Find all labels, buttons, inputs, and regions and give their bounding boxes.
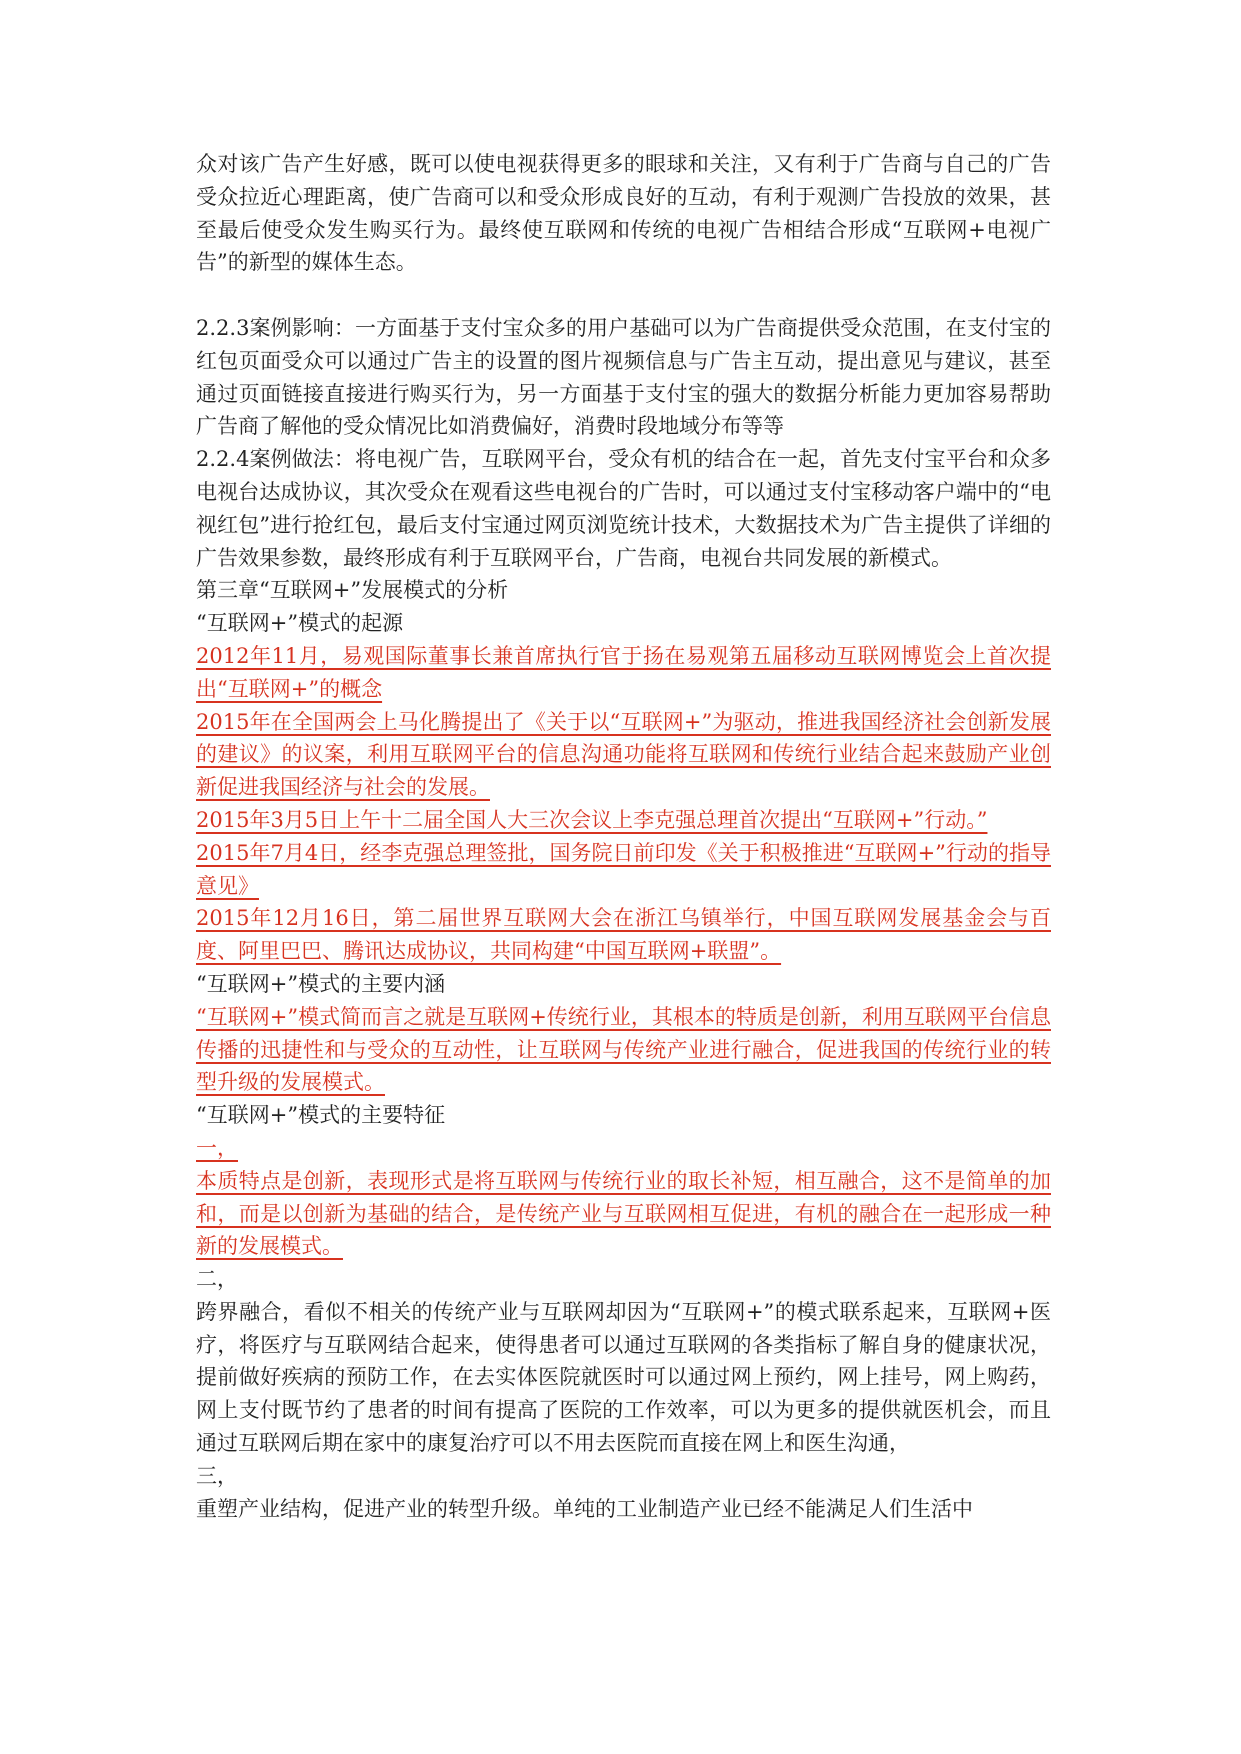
paragraph-spacer bbox=[196, 279, 1051, 312]
document-body bbox=[196, 148, 1051, 1525]
feature-number-two: 二， bbox=[196, 1267, 238, 1292]
origin-item-2015-march: 2015年3月5日上午十二届全国人大三次会议上李克强总理首次提出“互联网+”行动。” bbox=[196, 807, 988, 832]
feature-two-text: 跨界融合，看似不相关的传统产业与互联网却因为“互联网+”的模式联系起来，互联网+医疗，将医疗与互联网结合起来，使得患者可以通过互联网的各类指标了解自身的健康状况，提前做好疾病的预防工作，在去实体医院就医时可以通过网上预约，网上挂号，网上购药，网上支付既节约了患者的时间有提高了医院的工作效率，可以为更多的提供就医机会，而且通过互联网后期在家中的康复治疗可以不用去医院而直接在网上和医生沟通， bbox=[196, 1299, 1051, 1456]
origin-item-2012: 2012年11月，易观国际董事长兼首席执行官于扬在易观第五届移动互联网博览会上首次提出“互联网+”的概念 bbox=[196, 643, 1051, 701]
feature-one-text: 本质特点是创新，表现形式是将互联网与传统行业的取长补短，相互融合，这不是简单的加和，而是以创新为基础的结合，是传统产业与互联网相互促进，有机的融合在一起形成一种新的发展模式。 bbox=[196, 1168, 1051, 1259]
paragraph-intro-continuation: 众对该广告产生好感，既可以使电视获得更多的眼球和关注，又有利于广告商与自己的广告受众拉近心理距离，使广告商可以和受众形成良好的互动，有利于观测广告投放的效果，甚至最后使受众发生购买行为。最终使互联网和传统的电视广告相结合形成“互联网+电视广告”的新型的媒体生态。 bbox=[196, 152, 1051, 275]
connotation-text: “互联网+”模式简而言之就是互联网+传统行业，其根本的特质是创新，利用互联网平台信息传播的迅捷性和与受众的互动性，让互联网与传统产业进行融合，促进我国的传统行业的转型升级的发展模式。 bbox=[196, 1004, 1051, 1095]
feature-number-one: 一， bbox=[196, 1135, 238, 1160]
origin-item-2015-july: 2015年7月4日，经李克强总理签批，国务院日前印发《关于积极推进“互联网+”行动的指导意见》 bbox=[196, 840, 1051, 898]
section-heading-features: “互联网+”模式的主要特征 bbox=[196, 1103, 446, 1128]
origin-item-2015-december: 2015年12月16日，第二届世界互联网大会在浙江乌镇举行，中国互联网发展基金会与百度、阿里巴巴、腾讯达成协议，共同构建“中国互联网+联盟”。 bbox=[196, 906, 1051, 964]
chapter-heading: 第三章“互联网+”发展模式的分析 bbox=[196, 578, 509, 603]
section-heading-origin: “互联网+”模式的起源 bbox=[196, 611, 404, 636]
feature-number-three: 三， bbox=[196, 1463, 238, 1488]
paragraph-case-impact: 2.2.3案例影响：一方面基于支付宝众多的用户基础可以为广告商提供受众范围，在支付宝的红包页面受众可以通过广告主的设置的图片视频信息与广告主互动，提出意见与建议，甚至通过页面链接直接进行购买行为，另一方面基于支付宝的强大的数据分析能力更加容易帮助广告商了解他的受众情况比如消费偏好，消费时段地域分布等等 bbox=[196, 315, 1051, 439]
paragraph-case-method: 2.2.4案例做法：将电视广告，互联网平台，受众有机的结合在一起，首先支付宝平台和众多电视台达成协议，其次受众在观看这些电视台的广告时，可以通过支付宝移动客户端中的“电视红包”进行抢红包，最后支付宝通过网页浏览统计技术，大数据技术为广告主提供了详细的广告效果参数，最终形成有利于互联网平台，广告商，电视台共同发展的新模式。 bbox=[196, 447, 1051, 570]
section-heading-connotation: “互联网+”模式的主要内涵 bbox=[196, 971, 446, 996]
feature-three-text: 重塑产业结构，促进产业的转型升级。单纯的工业制造产业已经不能满足人们生活中 bbox=[196, 1496, 973, 1521]
origin-item-2015-two-sessions: 2015年在全国两会上马化腾提出了《关于以“互联网+”为驱动，推进我国经济社会创新发展的建议》的议案，利用互联网平台的信息沟通功能将互联网和传统行业结合起来鼓励产业创新促进我国经济与社会的发展。 bbox=[196, 709, 1051, 800]
